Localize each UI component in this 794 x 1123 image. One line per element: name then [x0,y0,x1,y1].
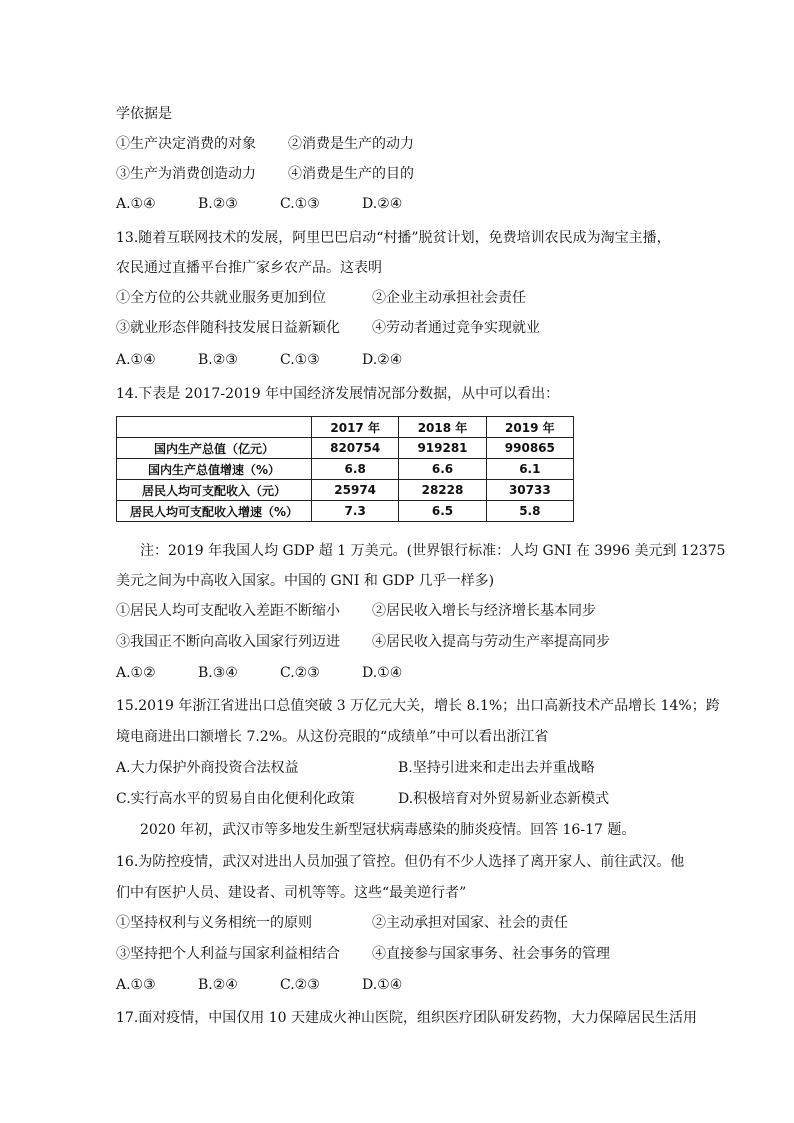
q12-option-3: ③生产为消费创造动力 [116,166,256,182]
choice-c[interactable]: C.①③ [280,352,320,368]
table-cell: 30733 [486,480,573,501]
choice-d[interactable]: D.②④ [362,352,403,368]
table-cell: 5.8 [486,501,573,522]
table-row-label: 国内生产总值（亿元） [117,438,312,459]
choice-a[interactable]: A.①② [116,665,156,681]
q13-options-row1 [116,288,526,308]
q14-options-row1 [116,601,596,621]
q15-stem-line2: 境电商进出口额增长 7.2%。从这份亮眼的“成绩单”中可以看出浙江省 [116,729,549,745]
q16-option-2: ②主动承担对国家、社会的责任 [372,915,568,931]
table-cell: 919281 [399,438,486,459]
choice-d[interactable]: D.②④ [362,196,403,212]
table-row [117,459,574,480]
table-row-label: 居民人均可支配收入增速（%） [117,501,312,522]
choice-c[interactable]: C.②③ [280,665,320,681]
table-cell: 25974 [312,480,399,501]
choice-a[interactable]: A.①④ [116,196,156,212]
q14-option-3: ③我国正不断向高收入国家行列迈进 [116,634,340,650]
q12-options-row2 [116,164,414,184]
q15-option-d[interactable]: D.积极培育对外贸易新业态新模式 [398,791,610,807]
q16-stem-line1: 16.为防控疫情，武汉对进出人员加强了管控。但仍有不少人选择了离开家人、前往武汉。他 [116,854,685,870]
choice-b[interactable]: B.②③ [198,352,238,368]
q14-option-2: ②居民收入增长与经济增长基本同步 [372,603,596,619]
q16-option-1: ①坚持权利与义务相统一的原则 [116,915,312,931]
choice-c[interactable]: C.②③ [280,977,320,993]
q15-options-row1 [116,758,595,778]
q14-option-1: ①居民人均可支配收入差距不断缩小 [116,603,340,619]
table-cell: 28228 [399,480,486,501]
table-row [117,501,574,522]
choice-a[interactable]: A.①④ [116,352,156,368]
table-row-label: 国内生产总值增速（%） [117,459,312,480]
q13-choices [116,350,402,370]
q13-option-3: ③就业形态伴随科技发展日益新颖化 [116,320,340,336]
q14-choices [116,663,402,683]
table-header-cell: 2019 年 [486,417,573,438]
q13-stem-line1: 13.随着互联网技术的发展，阿里巴巴启动“村播”脱贫计划，免费培训农民成为淘宝主播， [116,230,671,246]
choice-d[interactable]: D.①④ [362,665,403,681]
q14-note-line1: 注：2019 年我国人均 GDP 超 1 万美元。(世界银行标准：人均 GNI 在 3996 美元到 12375 [140,543,726,559]
q12-option-2: ②消费是生产的动力 [288,136,414,152]
table-header-cell: 2018 年 [399,417,486,438]
q12-option-1: ①生产决定消费的对象 [116,136,256,152]
table-cell: 6.1 [486,459,573,480]
table-row [117,438,574,459]
q15-option-b[interactable]: B.坚持引进来和走出去并重战略 [398,760,595,776]
q15-stem-line1: 15.2019 年浙江省进出口总值突破 3 万亿元大关，增长 8.1%；出口高新技术产品增长 14%；跨 [116,698,720,714]
q16-choices [116,975,402,995]
q14-option-4: ④居民收入提高与劳动生产率提高同步 [372,634,610,650]
q13-option-2: ②企业主动承担社会责任 [372,290,526,306]
q12-choices [116,194,402,214]
q13-options-row2 [116,318,540,338]
q15-option-a[interactable]: A.大力保护外商投资合法权益 [116,760,299,776]
q16-option-4: ④直接参与国家事务、社会事务的管理 [372,946,610,962]
table-header-cell: 2017 年 [312,417,399,438]
table-row-label: 居民人均可支配收入（元） [117,480,312,501]
choice-b[interactable]: B.②③ [198,196,238,212]
q15-options-row2 [116,789,609,809]
q12-options-row1 [116,134,414,154]
table-header-cell [117,417,312,438]
table-cell: 6.6 [399,459,486,480]
q12-stem-end: 学依据是 [116,106,172,122]
economic-data-table [116,416,574,522]
q17-stem-line1: 17.面对疫情，中国仅用 10 天建成火神山医院，组织医疗团队研发药物，大力保障居民生活用 [116,1010,697,1026]
table-row [117,480,574,501]
q16-17-intro: 2020 年初，武汉市等多地发生新型冠状病毒感染的肺炎疫情。回答 16-17 题。 [140,822,636,838]
q14-note-line2: 美元之间为中高收入国家。中国的 GNI 和 GDP 几乎一样多) [116,573,495,589]
q13-option-4: ④劳动者通过竞争实现就业 [372,320,540,336]
q16-stem-line2: 们中有医护人员、建设者、司机等等。这些“最美逆行者” [116,885,467,901]
q14-stem: 14.下表是 2017-2019 年中国经济发展情况部分数据，从中可以看出： [116,386,560,402]
table-cell: 6.5 [399,501,486,522]
table-cell: 6.8 [312,459,399,480]
q13-stem-line2: 农民通过直播平台推广家乡农产品。这表明 [116,260,382,276]
q12-option-4: ④消费是生产的目的 [288,166,414,182]
q13-option-1: ①全方位的公共就业服务更加到位 [116,290,326,306]
q16-options-row1 [116,913,568,933]
table-cell: 7.3 [312,501,399,522]
choice-b[interactable]: B.②④ [198,977,238,993]
q14-options-row2 [116,632,610,652]
table-cell: 990865 [486,438,573,459]
q16-options-row2 [116,944,610,964]
choice-d[interactable]: D.①④ [362,977,403,993]
choice-c[interactable]: C.①③ [280,196,320,212]
choice-b[interactable]: B.③④ [198,665,238,681]
q15-option-c[interactable]: C.实行高水平的贸易自由化便利化政策 [116,791,355,807]
table-header-row [117,417,574,438]
q16-option-3: ③坚持把个人利益与国家利益相结合 [116,946,340,962]
table-cell: 820754 [312,438,399,459]
choice-a[interactable]: A.①③ [116,977,156,993]
